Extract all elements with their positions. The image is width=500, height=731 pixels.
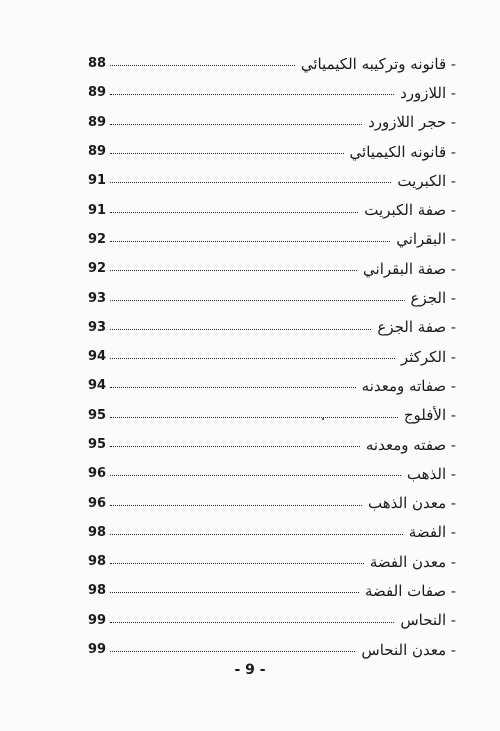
toc-entry-title: - صفات الفضة	[365, 581, 456, 600]
toc-entry-page: 99	[88, 612, 107, 628]
toc-entry-title: - الجزع	[410, 289, 456, 308]
dot-leader	[110, 300, 405, 301]
dot-leader	[110, 505, 362, 506]
dot-leader	[110, 563, 364, 564]
toc-entry-page: 99	[88, 642, 107, 658]
toc-entry-title: - الفضة	[408, 523, 456, 542]
toc-entry-page: 96	[88, 466, 107, 482]
dot-leader	[110, 358, 395, 359]
toc-entry	[88, 606, 456, 635]
toc-entry-page: 95	[88, 437, 107, 452]
dot-leader	[110, 270, 357, 271]
dot-leader	[110, 124, 362, 125]
table-of-contents	[88, 49, 456, 664]
dot-leader	[110, 153, 344, 154]
toc-entry-title: - الذهب	[406, 464, 456, 483]
toc-entry-page: 94	[88, 349, 107, 365]
toc-entry-title: - اللازورد	[400, 83, 456, 102]
toc-entry-page: 98	[88, 583, 107, 599]
dot-leader	[110, 387, 356, 388]
toc-entry-title: - صفته ومعدنه	[365, 435, 456, 454]
toc-entry	[88, 430, 456, 459]
toc-entry-title: - معدن الفضة	[369, 552, 456, 571]
toc-entry-title: - الكركثر	[400, 347, 456, 366]
toc-entry-page: 89	[88, 85, 107, 101]
toc-entry-title: - النحاس	[400, 611, 456, 630]
toc-entry	[88, 547, 456, 576]
toc-entry-page: 98	[88, 524, 107, 540]
toc-entry-page: 91	[88, 173, 107, 189]
toc-entry-title: - الكبريت	[397, 171, 456, 190]
toc-entry	[88, 518, 456, 547]
dot-leader	[110, 241, 390, 242]
dot-leader	[110, 212, 358, 213]
toc-entry-title: - الأفلوج	[403, 406, 456, 425]
toc-entry	[88, 313, 456, 342]
toc-entry	[88, 49, 456, 78]
toc-entry-page: 89	[88, 144, 107, 160]
dot-leader	[110, 534, 403, 535]
toc-entry-page: 98	[88, 554, 107, 570]
dot-leader	[110, 417, 398, 418]
toc-entry	[88, 225, 456, 254]
toc-entry	[88, 283, 456, 312]
dot-leader	[110, 651, 355, 652]
toc-entry-page: 92	[88, 261, 107, 277]
dot-leader	[110, 622, 394, 623]
toc-entry-page: 93	[88, 290, 107, 306]
page-number: - 9 -	[234, 662, 266, 678]
toc-entry-title: - حجر اللازورد	[368, 113, 456, 132]
toc-entry	[88, 401, 456, 430]
toc-entry-page: 92	[88, 231, 107, 247]
toc-entry-title: - صفة البقراني	[363, 259, 456, 278]
toc-entry-page: 93	[88, 319, 107, 335]
dot-leader	[110, 592, 359, 593]
toc-entry	[88, 254, 456, 283]
toc-entry-title: - قانونه وتركيبه الكيميائي	[300, 54, 456, 73]
toc-entry	[88, 635, 456, 664]
dot-leader	[110, 475, 401, 476]
toc-entry-page: 95	[88, 407, 107, 423]
dot-leader	[110, 182, 391, 183]
toc-entry	[88, 488, 456, 517]
toc-entry-page: 89	[88, 114, 107, 130]
toc-entry	[88, 371, 456, 400]
toc-entry-title: - قانونه الكيميائي	[349, 142, 456, 161]
toc-entry	[88, 342, 456, 371]
toc-entry	[88, 576, 456, 605]
toc-entry-page: 91	[88, 202, 107, 218]
toc-entry-title: - صفة الجزع	[377, 318, 456, 337]
toc-entry	[88, 137, 456, 166]
toc-entry	[88, 195, 456, 224]
toc-entry-title: - البقراني	[396, 230, 456, 249]
toc-entry	[88, 166, 456, 195]
toc-entry-page: 88	[88, 56, 107, 72]
toc-entry	[88, 108, 456, 137]
print-speck	[322, 418, 324, 420]
toc-entry-title: - معدن الذهب	[367, 494, 456, 513]
dot-leader	[110, 329, 371, 330]
dot-leader	[110, 94, 394, 95]
toc-entry	[88, 78, 456, 107]
toc-entry-page: 94	[88, 378, 107, 394]
toc-entry-title: - صفة الكبريت	[364, 201, 456, 220]
dot-leader	[110, 446, 360, 447]
dot-leader	[110, 65, 295, 66]
toc-entry	[88, 459, 456, 488]
toc-entry-title: - معدن النحاس	[361, 640, 456, 659]
toc-entry-title: - صفاته ومعدنه	[361, 376, 456, 395]
toc-entry-page: 96	[88, 495, 107, 511]
